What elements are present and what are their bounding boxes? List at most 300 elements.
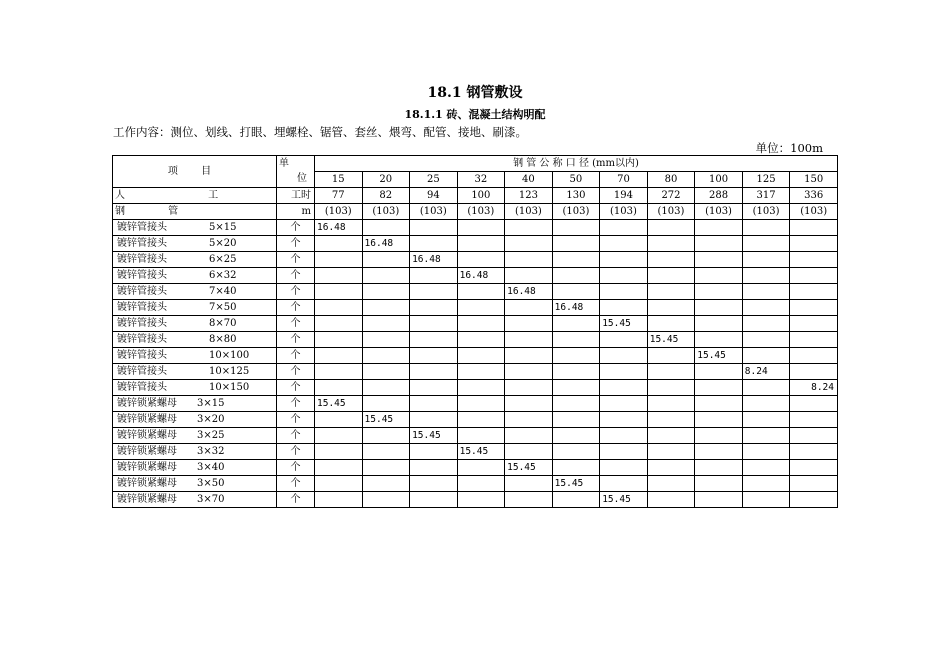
material-quantity: 15.45 [695, 348, 743, 364]
empty-cell [315, 284, 363, 300]
empty-cell [790, 492, 838, 508]
material-row [113, 220, 838, 236]
empty-cell [362, 348, 410, 364]
empty-cell [790, 396, 838, 412]
empty-cell [552, 332, 600, 348]
pipe-value: (103) [695, 204, 743, 220]
labor-unit: 工时 [277, 188, 315, 204]
empty-cell [362, 268, 410, 284]
empty-cell [362, 300, 410, 316]
empty-cell [600, 364, 648, 380]
labor-value: 77 [315, 188, 363, 204]
pipe-value: (103) [410, 204, 458, 220]
material-name-cell [113, 364, 277, 380]
pipe-value: (103) [505, 204, 553, 220]
empty-cell [362, 396, 410, 412]
empty-cell [695, 236, 743, 252]
material-row [113, 396, 838, 412]
empty-cell [742, 444, 790, 460]
empty-cell [315, 444, 363, 460]
empty-cell [552, 252, 600, 268]
material-quantity: 15.45 [600, 316, 648, 332]
empty-cell [647, 348, 695, 364]
diameter-header: 50 [552, 172, 600, 188]
empty-cell [410, 236, 458, 252]
empty-cell [457, 492, 505, 508]
empty-cell [505, 236, 553, 252]
empty-cell [410, 492, 458, 508]
pipe-value: (103) [790, 204, 838, 220]
empty-cell [647, 236, 695, 252]
empty-cell [362, 460, 410, 476]
material-name-cell [113, 412, 277, 428]
empty-cell [315, 492, 363, 508]
empty-cell [600, 300, 648, 316]
material-unit: 个 [277, 428, 315, 444]
material-unit: 个 [277, 316, 315, 332]
diameter-header: 125 [742, 172, 790, 188]
empty-cell [742, 220, 790, 236]
empty-cell [647, 460, 695, 476]
empty-cell [790, 364, 838, 380]
material-name-wrap [115, 316, 276, 331]
empty-cell [695, 300, 743, 316]
empty-cell [362, 428, 410, 444]
material-row [113, 460, 838, 476]
material-quantity: 15.45 [457, 444, 505, 460]
material-row [113, 316, 838, 332]
empty-cell [315, 380, 363, 396]
empty-cell [790, 412, 838, 428]
material-name: 镀锌管接头 [117, 302, 167, 313]
empty-cell [315, 364, 363, 380]
header-row-1 [113, 156, 838, 172]
empty-cell [647, 412, 695, 428]
empty-cell [742, 396, 790, 412]
pipe-value: (103) [457, 204, 505, 220]
empty-cell [695, 332, 743, 348]
empty-cell [505, 412, 553, 428]
empty-cell [600, 428, 648, 444]
material-name-wrap [115, 444, 276, 459]
material-spec: 10×150 [209, 382, 250, 393]
material-spec: 3×20 [197, 414, 225, 425]
material-spec: 3×70 [197, 494, 225, 505]
material-row [113, 348, 838, 364]
pipe-row [113, 204, 838, 220]
material-name: 镀锌锁紧螺母 [117, 478, 177, 489]
diameter-header: 100 [695, 172, 743, 188]
material-name-wrap [115, 380, 276, 395]
material-name: 镀锌管接头 [117, 254, 167, 265]
material-name: 镀锌锁紧螺母 [117, 494, 177, 505]
labor-value: 123 [505, 188, 553, 204]
empty-cell [410, 412, 458, 428]
header-unit: 单 位 [277, 156, 315, 188]
section-title: 18.1 钢管敷设 [427, 85, 523, 101]
empty-cell [457, 332, 505, 348]
labor-value: 194 [600, 188, 648, 204]
empty-cell [457, 316, 505, 332]
empty-cell [410, 396, 458, 412]
empty-cell [742, 412, 790, 428]
material-spec: 6×32 [209, 270, 237, 281]
empty-cell [505, 316, 553, 332]
labor-row [113, 188, 838, 204]
empty-cell [410, 364, 458, 380]
empty-cell [790, 460, 838, 476]
empty-cell [315, 316, 363, 332]
empty-cell [552, 220, 600, 236]
material-name-wrap [115, 236, 276, 251]
material-spec: 7×40 [209, 286, 237, 297]
empty-cell [410, 476, 458, 492]
material-unit: 个 [277, 460, 315, 476]
material-quantity: 16.48 [362, 236, 410, 252]
material-spec: 3×25 [197, 430, 225, 441]
material-name-cell [113, 284, 277, 300]
empty-cell [315, 268, 363, 284]
empty-cell [552, 364, 600, 380]
empty-cell [410, 332, 458, 348]
quota-table [112, 155, 838, 508]
diameter-header: 70 [600, 172, 648, 188]
material-unit: 个 [277, 396, 315, 412]
material-unit: 个 [277, 332, 315, 348]
material-spec: 7×50 [209, 302, 237, 313]
material-unit: 个 [277, 284, 315, 300]
empty-cell [647, 476, 695, 492]
diameter-header: 150 [790, 172, 838, 188]
empty-cell [600, 220, 648, 236]
material-name-wrap [115, 396, 276, 411]
material-quantity: 15.45 [315, 396, 363, 412]
empty-cell [742, 284, 790, 300]
empty-cell [647, 396, 695, 412]
material-name-wrap [115, 412, 276, 427]
empty-cell [647, 364, 695, 380]
material-name-wrap [115, 460, 276, 475]
material-unit: 个 [277, 492, 315, 508]
empty-cell [457, 396, 505, 412]
empty-cell [410, 300, 458, 316]
pipe-value: (103) [600, 204, 648, 220]
empty-cell [410, 444, 458, 460]
material-quantity: 16.48 [505, 284, 553, 300]
material-spec: 5×20 [209, 238, 237, 249]
empty-cell [552, 396, 600, 412]
empty-cell [600, 236, 648, 252]
material-quantity: 16.48 [457, 268, 505, 284]
material-row [113, 268, 838, 284]
empty-cell [315, 236, 363, 252]
empty-cell [552, 380, 600, 396]
material-name: 镀锌管接头 [117, 286, 167, 297]
diameter-header: 32 [457, 172, 505, 188]
labor-value: 130 [552, 188, 600, 204]
empty-cell [647, 220, 695, 236]
material-name: 镀锌锁紧螺母 [117, 430, 177, 441]
empty-cell [505, 220, 553, 236]
empty-cell [505, 252, 553, 268]
empty-cell [457, 252, 505, 268]
material-row [113, 476, 838, 492]
pipe-name: 钢 管 [113, 204, 277, 220]
empty-cell [600, 348, 648, 364]
material-name-wrap [115, 300, 276, 315]
material-row [113, 236, 838, 252]
labor-value: 317 [742, 188, 790, 204]
empty-cell [600, 444, 648, 460]
material-name-cell [113, 380, 277, 396]
diameter-header: 20 [362, 172, 410, 188]
material-spec: 3×32 [197, 446, 225, 457]
material-row [113, 364, 838, 380]
empty-cell [552, 444, 600, 460]
empty-cell [647, 380, 695, 396]
empty-cell [505, 428, 553, 444]
empty-cell [647, 284, 695, 300]
empty-cell [790, 476, 838, 492]
subsection-title: 18.1.1 砖、混凝土结构明配 [404, 108, 546, 121]
empty-cell [790, 300, 838, 316]
material-name: 镀锌管接头 [117, 318, 167, 329]
empty-cell [505, 364, 553, 380]
material-name: 镀锌锁紧螺母 [117, 414, 177, 425]
empty-cell [647, 492, 695, 508]
empty-cell [600, 412, 648, 428]
empty-cell [505, 476, 553, 492]
labor-value: 272 [647, 188, 695, 204]
material-name: 镀锌管接头 [117, 350, 167, 361]
empty-cell [552, 284, 600, 300]
empty-cell [552, 348, 600, 364]
empty-cell [457, 380, 505, 396]
material-name-cell [113, 332, 277, 348]
empty-cell [695, 444, 743, 460]
empty-cell [647, 268, 695, 284]
empty-cell [410, 268, 458, 284]
material-spec: 6×25 [209, 254, 237, 265]
empty-cell [457, 428, 505, 444]
material-unit: 个 [277, 220, 315, 236]
empty-cell [742, 428, 790, 444]
material-name-cell [113, 300, 277, 316]
material-name-cell [113, 492, 277, 508]
material-quantity: 16.48 [315, 220, 363, 236]
material-quantity: 15.45 [362, 412, 410, 428]
empty-cell [790, 236, 838, 252]
material-spec: 8×70 [209, 318, 237, 329]
empty-cell [552, 492, 600, 508]
material-row [113, 428, 838, 444]
empty-cell [315, 412, 363, 428]
empty-cell [362, 364, 410, 380]
empty-cell [742, 236, 790, 252]
empty-cell [362, 492, 410, 508]
material-row [113, 412, 838, 428]
empty-cell [790, 316, 838, 332]
empty-cell [552, 460, 600, 476]
empty-cell [505, 444, 553, 460]
material-name-cell [113, 316, 277, 332]
empty-cell [742, 268, 790, 284]
material-quantity: 15.45 [647, 332, 695, 348]
empty-cell [600, 284, 648, 300]
material-row [113, 492, 838, 508]
empty-cell [457, 300, 505, 316]
material-name-wrap [115, 428, 276, 443]
empty-cell [410, 348, 458, 364]
material-name-wrap [115, 220, 276, 235]
empty-cell [410, 316, 458, 332]
empty-cell [600, 396, 648, 412]
empty-cell [790, 444, 838, 460]
empty-cell [742, 460, 790, 476]
work-content: 工作内容：测位、划线、打眼、埋螺栓、锯管、套丝、煨弯、配管、接地、刷漆。 [113, 125, 527, 139]
empty-cell [742, 332, 790, 348]
material-name: 镀锌管接头 [117, 366, 167, 377]
empty-cell [457, 460, 505, 476]
material-name-cell [113, 220, 277, 236]
empty-cell [790, 268, 838, 284]
empty-cell [695, 220, 743, 236]
material-unit: 个 [277, 444, 315, 460]
empty-cell [505, 348, 553, 364]
labor-value: 82 [362, 188, 410, 204]
empty-cell [362, 316, 410, 332]
material-name-cell [113, 460, 277, 476]
empty-cell [647, 428, 695, 444]
empty-cell [362, 284, 410, 300]
material-spec: 10×125 [209, 366, 250, 377]
labor-name: 人 工 [113, 188, 277, 204]
empty-cell [315, 348, 363, 364]
empty-cell [457, 236, 505, 252]
material-name-cell [113, 348, 277, 364]
empty-cell [552, 268, 600, 284]
labor-value: 336 [790, 188, 838, 204]
material-name-wrap [115, 476, 276, 491]
material-unit: 个 [277, 364, 315, 380]
empty-cell [647, 252, 695, 268]
pipe-value: (103) [552, 204, 600, 220]
material-name-cell [113, 252, 277, 268]
material-name-wrap [115, 268, 276, 283]
material-name-cell [113, 428, 277, 444]
empty-cell [505, 380, 553, 396]
material-name-wrap [115, 252, 276, 267]
diameter-header: 15 [315, 172, 363, 188]
material-name: 镀锌锁紧螺母 [117, 462, 177, 473]
empty-cell [315, 300, 363, 316]
material-spec: 8×80 [209, 334, 237, 345]
material-unit: 个 [277, 252, 315, 268]
empty-cell [505, 268, 553, 284]
material-spec: 3×15 [197, 398, 225, 409]
empty-cell [742, 492, 790, 508]
empty-cell [790, 332, 838, 348]
material-quantity: 15.45 [505, 460, 553, 476]
empty-cell [410, 380, 458, 396]
empty-cell [315, 252, 363, 268]
material-spec: 10×100 [209, 350, 250, 361]
empty-cell [505, 492, 553, 508]
pipe-value: (103) [647, 204, 695, 220]
material-unit: 个 [277, 300, 315, 316]
empty-cell [742, 348, 790, 364]
empty-cell [505, 300, 553, 316]
empty-cell [695, 252, 743, 268]
empty-cell [362, 252, 410, 268]
empty-cell [315, 460, 363, 476]
material-name-wrap [115, 348, 276, 363]
material-name-wrap [115, 284, 276, 299]
material-spec: 3×50 [197, 478, 225, 489]
material-name: 镀锌管接头 [117, 270, 167, 281]
material-name-wrap [115, 364, 276, 379]
empty-cell [362, 476, 410, 492]
empty-cell [742, 380, 790, 396]
empty-cell [552, 428, 600, 444]
material-unit: 个 [277, 412, 315, 428]
material-name-cell [113, 268, 277, 284]
material-row [113, 300, 838, 316]
material-name-wrap [115, 492, 276, 507]
diameter-header: 80 [647, 172, 695, 188]
material-name-cell [113, 476, 277, 492]
empty-cell [600, 380, 648, 396]
material-row [113, 252, 838, 268]
material-name: 镀锌管接头 [117, 382, 167, 393]
empty-cell [695, 284, 743, 300]
empty-cell [362, 380, 410, 396]
header-item: 项 目 [113, 156, 277, 188]
empty-cell [362, 220, 410, 236]
pipe-value: (103) [742, 204, 790, 220]
empty-cell [315, 476, 363, 492]
empty-cell [742, 252, 790, 268]
empty-cell [647, 316, 695, 332]
material-spec: 5×15 [209, 222, 237, 233]
empty-cell [695, 412, 743, 428]
material-unit: 个 [277, 236, 315, 252]
empty-cell [457, 476, 505, 492]
empty-cell [600, 332, 648, 348]
empty-cell [695, 492, 743, 508]
empty-cell [600, 476, 648, 492]
empty-cell [790, 428, 838, 444]
pipe-value: (103) [362, 204, 410, 220]
empty-cell [505, 332, 553, 348]
unit-note: 单位：100m [755, 141, 823, 155]
pipe-unit: m [277, 204, 315, 220]
empty-cell [457, 364, 505, 380]
material-name: 镀锌管接头 [117, 334, 167, 345]
empty-cell [457, 348, 505, 364]
empty-cell [552, 236, 600, 252]
material-name: 镀锌管接头 [117, 222, 167, 233]
empty-cell [695, 316, 743, 332]
empty-cell [790, 220, 838, 236]
material-quantity: 15.45 [410, 428, 458, 444]
material-row [113, 444, 838, 460]
material-name: 镀锌管接头 [117, 238, 167, 249]
material-name-cell [113, 236, 277, 252]
empty-cell [457, 284, 505, 300]
material-unit: 个 [277, 268, 315, 284]
empty-cell [742, 300, 790, 316]
